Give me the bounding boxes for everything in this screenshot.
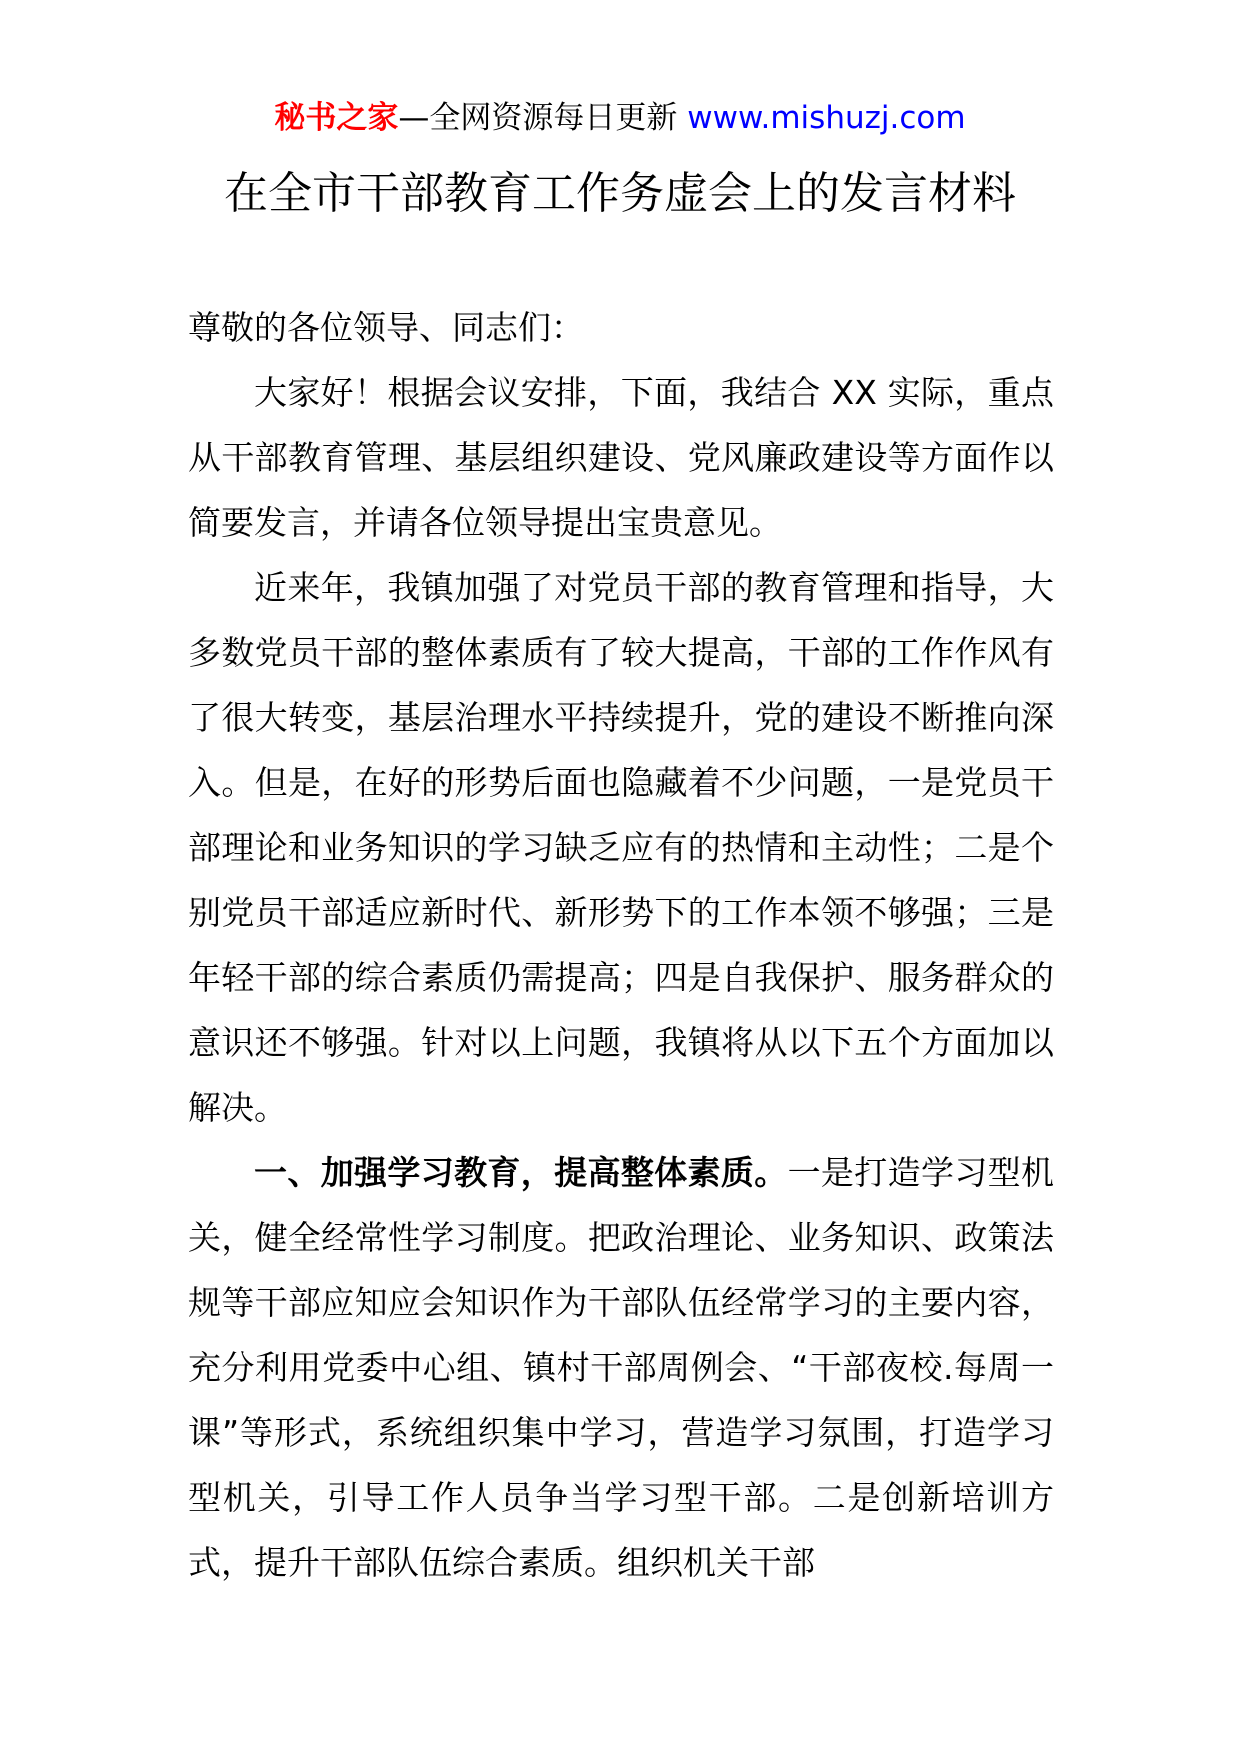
paragraph-2: 近来年，我镇加强了对党员干部的教育管理和指导，大多数党员干部的整体素质有了较大提高，干部的工作作风有了很大转变，基层治理水平持续提升，党的建设不断推向深入。但是，在好的形势后面也隐藏着不少问题，一是党员干部理论和业务知识的学习缺乏应有的热情和主动性；二是个别党员干部适应新时代、新形势下的工作本领不够强；三是年轻干部的综合素质仍需提高；四是自我保护、服务群众的意识还不够强。针对以上问题，我镇将从以下五个方面加以解决。 <box>188 568 1054 1127</box>
salutation: 尊敬的各位领导、同志们： <box>188 308 584 347</box>
paragraph-1: 大家好！根据会议安排，下面，我结合 XX 实际，重点从干部教育管理、基层组织建设、党风廉政建设等方面作以简要发言，并请各位领导提出宝贵意见。 <box>188 373 1054 542</box>
document-title: 在全市干部教育工作务虚会上的发言材料 <box>224 168 1016 219</box>
header-banner <box>0 98 1240 138</box>
brand-name: 秘书之家 <box>274 100 399 136</box>
section-1-body: 一是打造学习型机关，健全经常性学习制度。把政治理论、业务知识、政策法规等干部应知应会知识作为干部队伍经常学习的主要内容，充分利用党委中心组、镇村干部周例会、“干部夜校.每周一课”等形式，系统组织集中学习，营造学习氛围，打造学习型机关，引导工作人员争当学习型干部。二是创新培训方式，提升干部队伍综合素质。组织机关干部 <box>188 1153 1055 1582</box>
site-url-link[interactable]: www.mishuzj.com <box>687 100 966 136</box>
section-1-paragraph <box>188 1140 1054 1595</box>
section-1-heading: 一、加强学习教育，提高整体素质。 <box>254 1153 788 1192</box>
document-body <box>188 295 1054 1595</box>
header-tagline: —全网资源每日更新 <box>398 100 688 136</box>
